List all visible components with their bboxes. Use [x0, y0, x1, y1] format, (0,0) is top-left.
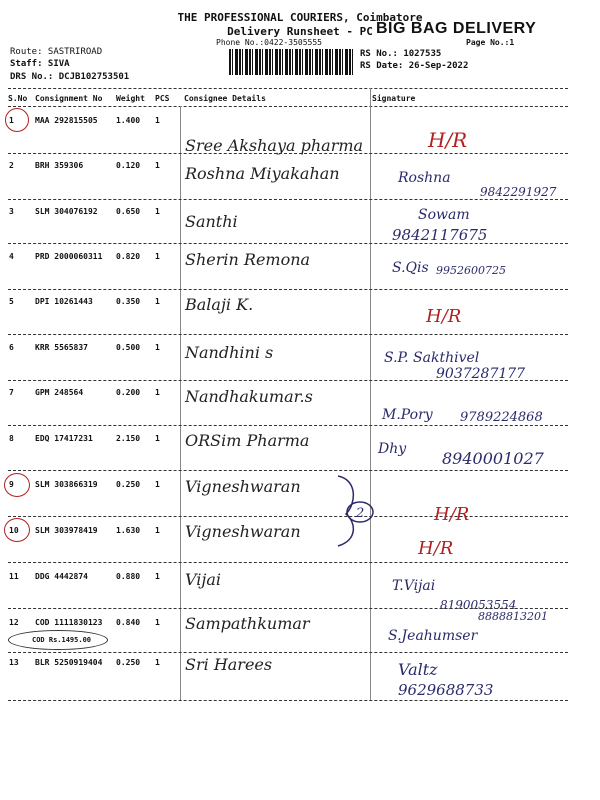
row-6-pcs: 1: [155, 343, 160, 352]
row-6-signature: S.P. Sakthivel: [384, 350, 480, 366]
row-2-signature-phone: 9842291927: [480, 185, 557, 199]
row-1-signature: H/R: [428, 128, 468, 152]
row-11-consignee: Vijai: [185, 570, 222, 589]
company-name: THE PROFESSIONAL COURIERS, Coimbatore: [177, 11, 423, 24]
row-7-sno: 7: [9, 388, 14, 397]
row-7-consignee: Nandhakumar.s: [185, 387, 313, 406]
row-5-signature: H/R: [426, 306, 462, 327]
row-10-sno: 10: [9, 526, 19, 535]
row-4-consignment: PRD 2000060311: [35, 252, 103, 261]
row-6-consignee: Nandhini s: [185, 343, 274, 362]
row-13-signature: Valtz: [398, 660, 438, 679]
rs-date: RS Date: 26-Sep-2022: [360, 61, 469, 71]
row-10-signature-second: H/R: [418, 538, 454, 559]
row-9-weight: 0.250: [116, 480, 141, 489]
row-11-consignment: DDG 4442874: [35, 572, 88, 581]
row-8-pcs: 1: [155, 434, 160, 443]
staff-label: Staff: SIVA: [10, 59, 70, 69]
row-1-sno: 1: [9, 116, 14, 125]
route-label: Route: SASTRIROAD: [10, 47, 103, 57]
row-1-weight: 1.400: [116, 116, 141, 125]
row-5-consignment: DPI 10261443: [35, 297, 93, 306]
row-13-consignment: BLR 5250919404: [35, 658, 103, 667]
col-consignment: Consignment No: [35, 94, 103, 103]
row-3-weight: 0.650: [116, 207, 141, 216]
row-7-pcs: 1: [155, 388, 160, 397]
row-6-consignment: KRR 5565837: [35, 343, 88, 352]
row-9-consignment: SLM 303866319: [35, 480, 98, 489]
row-2-signature: Roshna: [398, 170, 451, 186]
row-11-pcs: 1: [155, 572, 160, 581]
sheet-title: Delivery Runsheet - PC: [227, 25, 373, 38]
col-signature: Signature: [372, 94, 416, 103]
row-7-consignment: GPM 248564: [35, 388, 84, 397]
row-3-pcs: 1: [155, 207, 160, 216]
row-10-circle-mark: [4, 518, 30, 542]
row-7-weight: 0.200: [116, 388, 141, 397]
row-10-pcs: 1: [155, 526, 160, 535]
row-12-consignment: COD 1111830123: [35, 618, 103, 627]
row-13-pcs: 1: [155, 658, 160, 667]
row-5-weight: 0.350: [116, 297, 141, 306]
row-12-weight: 0.840: [116, 618, 141, 627]
bracket-mark: [330, 470, 380, 550]
row-2-consignment: BRH 359306: [35, 161, 84, 170]
row-8-signature: Dhy: [378, 441, 407, 457]
row-11-sno: 11: [9, 572, 19, 581]
barcode: [229, 49, 355, 75]
row-2-sno: 2: [9, 161, 14, 170]
row-7-signature: M.Pory: [382, 407, 433, 423]
col-weight: Weight: [116, 94, 145, 103]
row-8-consignee: ORSim Pharma: [185, 431, 310, 450]
row-4-sno: 4: [9, 252, 14, 261]
row-6-sno: 6: [9, 343, 14, 352]
row-13-consignee: Sri Harees: [185, 655, 273, 674]
row-5-consignee: Balaji K.: [185, 295, 254, 314]
row-13-sno: 13: [9, 658, 19, 667]
row-5-pcs: 1: [155, 297, 160, 306]
row-4-pcs: 1: [155, 252, 160, 261]
row-10-consignee: Vigneshwaran: [185, 522, 301, 541]
row-11-weight: 0.880: [116, 572, 141, 581]
row-5-sno: 5: [9, 297, 14, 306]
row-3-signature-phone: 9842117675: [392, 226, 488, 244]
row-8-consignment: EDQ 17417231: [35, 434, 93, 443]
row-11-signature: T.Vijai: [392, 578, 436, 594]
drs-number: DRS No.: DCJB102753501: [10, 72, 130, 82]
row-1-pcs: 1: [155, 116, 160, 125]
rs-number: RS No.: 1027535: [360, 49, 442, 59]
row-12-consignee: Sampathkumar: [185, 614, 310, 633]
row-1-consignee: Sree Akshaya pharma: [185, 136, 364, 155]
col-consignee-details: Consignee Details: [184, 94, 266, 103]
row-9-circle-mark: [4, 473, 30, 497]
row-12-sno: 12: [9, 618, 19, 627]
row-4-signature-phone: 9952600725: [436, 264, 506, 277]
row-8-weight: 2.150: [116, 434, 141, 443]
bracket-label: 2: [356, 506, 365, 521]
row-4-signature: S.Qis: [392, 260, 429, 276]
row-3-sno: 3: [9, 207, 14, 216]
row-9-pcs: 1: [155, 480, 160, 489]
row-13-weight: 0.250: [116, 658, 141, 667]
row-1-consignment: MAA 292815505: [35, 116, 98, 125]
phone-number: Phone No.:0422-3505555: [216, 38, 322, 47]
col-pcs: PCS: [155, 94, 170, 103]
row-7-signature-phone: 9789224868: [460, 410, 543, 425]
row-4-weight: 0.820: [116, 252, 141, 261]
row-10-weight: 1.630: [116, 526, 141, 535]
cod-amount: COD Rs.1495.00: [32, 636, 92, 644]
col-sno: S.No: [8, 94, 28, 103]
row-9-consignee: Vigneshwaran: [185, 477, 301, 496]
row-12-pcs: 1: [155, 618, 160, 627]
row-3-consignment: SLM 304076192: [35, 207, 98, 216]
row-12-signature-phone: 8888813201: [478, 610, 548, 623]
row-2-weight: 0.120: [116, 161, 141, 170]
page-number: Page No.:1: [466, 38, 515, 47]
row-9-sno: 9: [9, 480, 14, 489]
cod-circle-mark: [8, 630, 108, 650]
row-10-consignment: SLM 303978419: [35, 526, 98, 535]
row-6-signature-phone: 9037287177: [436, 366, 526, 382]
row-3-signature: Sowam: [418, 207, 470, 223]
row-1-circle-mark: [5, 108, 29, 132]
row-4-consignee: Sherin Remona: [185, 250, 311, 269]
row-2-consignee: Roshna Miyakahan: [185, 164, 340, 183]
row-11-signature-phone: 8190053554: [440, 598, 517, 612]
row-10-signature: H/R: [434, 504, 470, 525]
row-6-weight: 0.500: [116, 343, 141, 352]
row-13-signature-phone: 9629688733: [398, 681, 494, 699]
big-bag-stamp: BIG BAG DELIVERY: [376, 20, 537, 37]
row-2-pcs: 1: [155, 161, 160, 170]
row-12-signature: S.Jeahumser: [388, 628, 478, 644]
row-8-sno: 8: [9, 434, 14, 443]
row-3-consignee: Santhi: [185, 212, 238, 231]
row-8-signature-phone: 8940001027: [442, 449, 544, 468]
